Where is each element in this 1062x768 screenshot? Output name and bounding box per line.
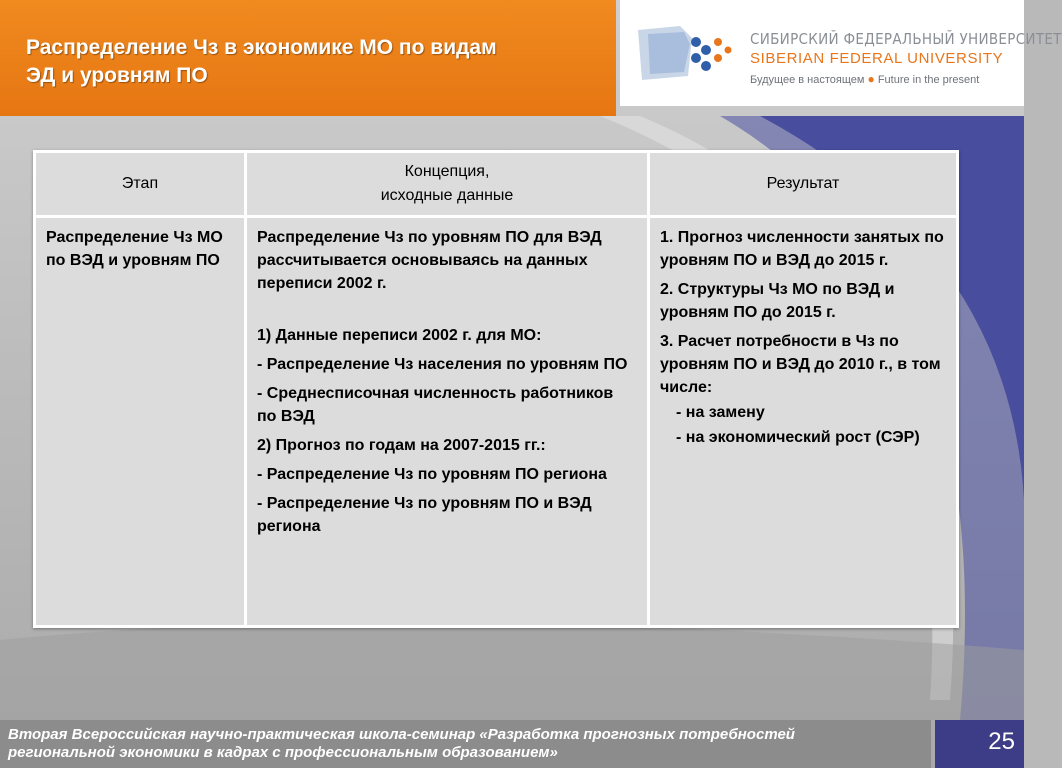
header-concept [247,153,647,215]
table-row [36,218,956,625]
concept-item: 1) Данные переписи 2002 г. для МО: [257,327,542,344]
concept-item: - Распределение Чз по уровням ПО региона [257,466,607,483]
concept-item: - Распределение Чз по уровням ПО и ВЭД региона [257,495,592,535]
concept-spacer [257,295,637,318]
table-header-row [36,153,956,215]
stage-text: Распределение Чз МО по ВЭД и уровням ПО [46,229,223,269]
cell-result [650,218,956,625]
university-logo-panel [620,0,1062,106]
concept-item: 2) Прогноз по годам на 2007-2015 гг.: [257,437,546,454]
content-table [33,150,959,628]
concept-item: - Среднесписочная численность работников по ВЭД [257,385,614,425]
tagline-en: Future in the present [877,74,980,86]
content-table-frame [33,150,959,628]
footer-caption-line-1: Вторая Всероссийская научно-практическая школа-семинар «Разработка прогнозных потребностей [8,726,795,743]
header-concept-line-1: Концепция, [404,163,490,180]
header-result: Результат [650,153,956,215]
header-concept-line-2: исходные данные [380,187,514,204]
concept-item: - Распределение Чз населения по уровням ПО [257,356,628,373]
result-item: 1. Прогноз численности занятых по уровням ПО и ВЭД до 2015 г. [660,229,944,269]
slide-title-line-1: Распределение Чз в экономике МО по видам [26,36,497,59]
result-item: 2. Структуры Чз МО по ВЭД и уровням ПО до 2015 г. [660,281,895,321]
cell-concept [247,218,647,625]
result-item: 3. Расчет потребности в Чз по уровням ПО и ВЭД до 2010 г., в том числе: [660,333,941,396]
tagline-dot-icon: ● [867,72,875,86]
university-tagline [750,72,979,86]
tagline-ru: Будущее в настоящем [750,74,865,86]
result-subitem: - на экономический рост (СЭР) [676,429,920,446]
university-name-en: SIBERIAN FEDERAL UNIVERSITY [750,50,1004,67]
cell-stage [36,218,244,625]
concept-intro: Распределение Чз по уровням ПО для ВЭД рассчитывается основываясь на данных переписи 2002 г. [257,229,602,292]
slide-title-line-2: ЭД и уровням ПО [26,64,208,87]
university-name-ru: СИБИРСКИЙ ФЕДЕРАЛЬНЫЙ УНИВЕРСИТЕТ [750,30,1062,48]
footer-caption-line-2: региональной экономики в кадрах с профессиональным образованием» [8,744,558,761]
footer-caption [8,726,928,762]
page-number: 25 [988,728,1015,755]
slide-title [26,34,586,90]
header-stage: Этап [36,153,244,215]
university-logo-icon [634,20,734,90]
result-subitem: - на замену [676,404,765,421]
